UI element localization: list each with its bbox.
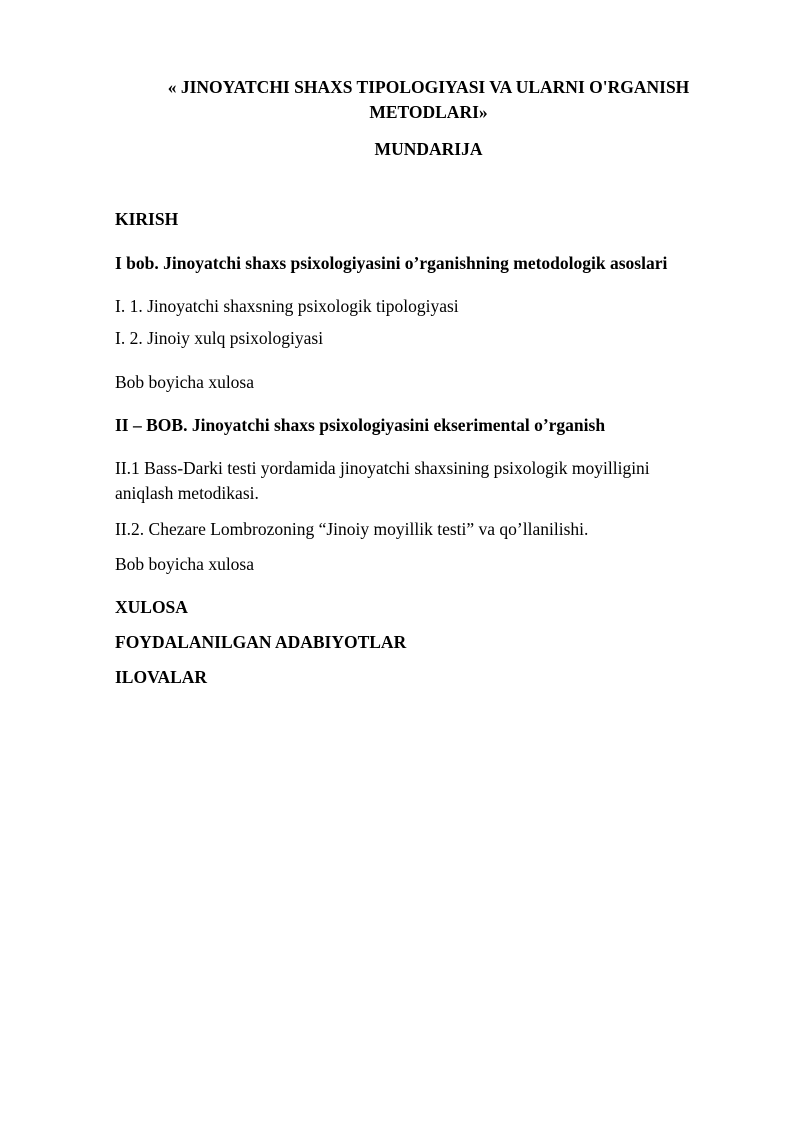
toc-item-section-1-1: I. 1. Jinoyatchi shaxsning psixologik tipologiyasi bbox=[115, 296, 459, 316]
toc-item-section-1-2: I. 2. Jinoiy xulq psixologiyasi bbox=[115, 328, 324, 348]
toc-item-section-2-1: II.1 Bass-Darki testi yordamida jinoyatchi shaxsining psixologik moyilligini aniqlash metodikasi. bbox=[115, 458, 650, 503]
toc-item-kirish: KIRISH bbox=[115, 209, 179, 229]
toc-item-xulosa: XULOSA bbox=[115, 597, 188, 617]
document-subtitle: MUNDARIJA bbox=[374, 139, 483, 159]
toc-item-adabiyotlar: FOYDALANILGAN ADABIYOTLAR bbox=[115, 632, 407, 652]
toc-item-section-2-2: II.2. Chezare Lombrozoning “Jinoiy moyillik testi” va qo’llanilishi. bbox=[115, 519, 589, 539]
toc-item-chapter-1-conclusion: Bob boyicha xulosa bbox=[115, 372, 255, 392]
document-title: « JINOYATCHI SHAXS TIPOLOGIYASI VA ULARNI O'RGANISH METODLARI» bbox=[167, 77, 690, 122]
toc-item-ilovalar: ILOVALAR bbox=[115, 667, 208, 687]
toc-item-chapter-2-conclusion: Bob boyicha xulosa bbox=[115, 554, 255, 574]
toc-item-chapter-2: II – BOB. Jinoyatchi shaxs psixologiyasini ekserimental o’rganish bbox=[115, 415, 606, 435]
toc-item-chapter-1: I bob. Jinoyatchi shaxs psixologiyasini o’rganishning metodologik asoslari bbox=[115, 253, 668, 273]
